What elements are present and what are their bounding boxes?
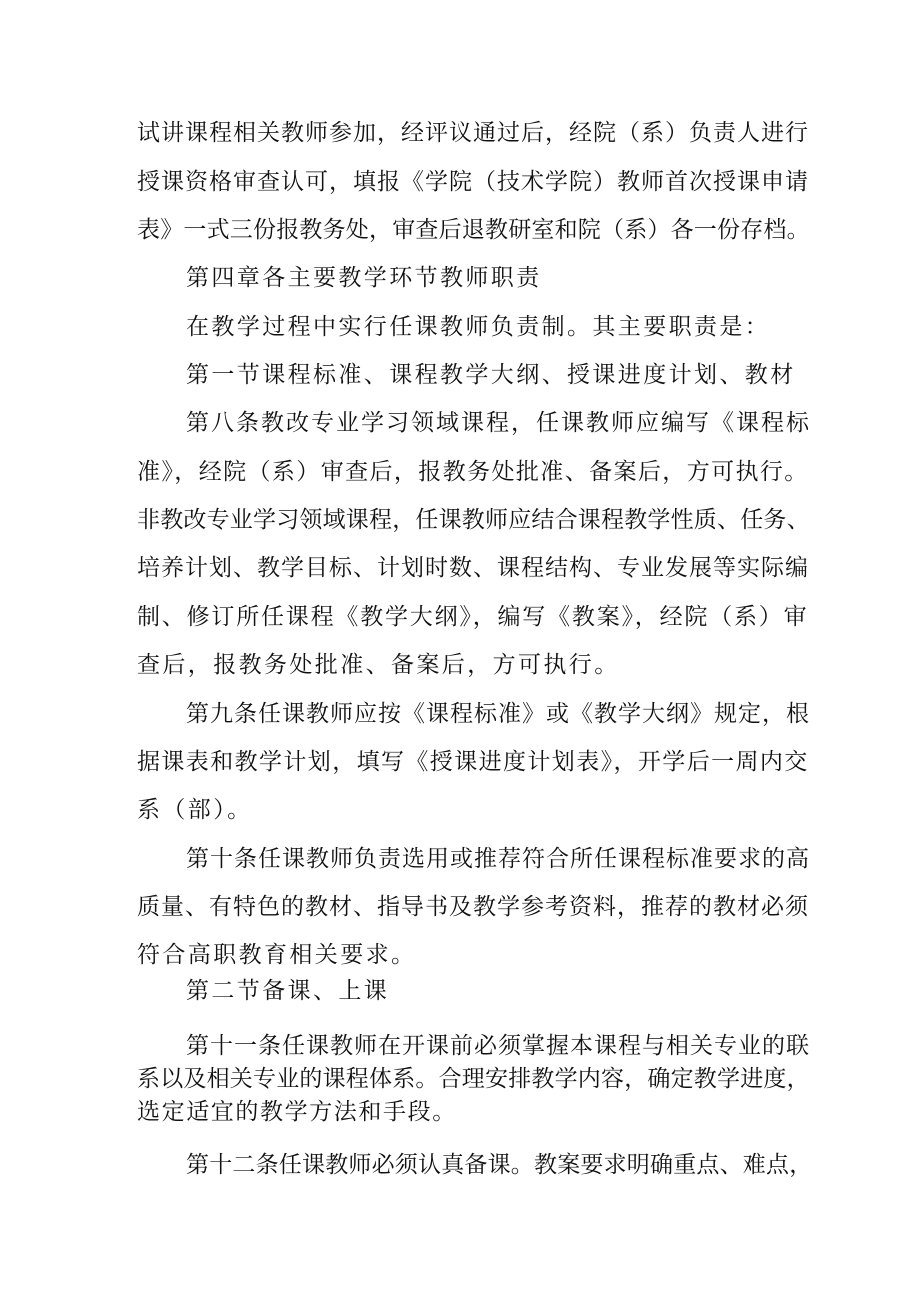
article-line: 第十一条任课教师在开课前必须掌握本课程与相关专业的联 [186,1033,810,1059]
text-line: 系（部）。 [137,797,253,823]
text-line: 表》一式三份报教务处，审查后退教研室和院（系）各一份存档。 [137,217,810,243]
text-line: 质量、有特色的教材、指导书及教学参考资料，推荐的教材必须 [137,894,809,920]
text-line: 授课资格审查认可，填报《学院（技术学院）教师首次授课申请 [137,169,809,195]
text-line: 查后，报教务处批准、备案后，方可执行。 [137,652,620,678]
text-line: 非教改专业学习领域课程，任课教师应结合课程教学性质、任务、 [137,507,810,533]
article-line: 第九条任课教师应按《课程标准》或《教学大纲》规定，根 [186,701,810,727]
text-line: 系以及相关专业的课程体系。合理安排教学内容，确定教学进度， [137,1066,810,1092]
text-line: 符合高职教育相关要求。 [137,942,417,968]
text-line: 培养计划、教学目标、计划时数、课程结构、专业发展等实际编 [137,555,809,581]
section-heading: 第二节备课、上课 [186,978,390,1004]
text-line: 准》，经院（系）审查后，报教务处批准、备案后，方可执行。 [137,459,809,485]
article-line: 第八条教改专业学习领域课程，任课教师应编写《课程标 [186,410,811,436]
chapter-heading: 第四章各主要教学环节教师职责 [186,265,542,291]
text-line: 制、修订所任课程《教学大纲》，编写《教案》，经院（系）审 [137,604,809,630]
text-line: 试讲课程相关教师参加，经评议通过后，经院（系）负责人进行 [137,120,809,146]
article-line: 第十二条任课教师必须认真备课。教案要求明确重点、难点， [186,1152,813,1178]
article-line: 第十条任课教师负责选用或推荐符合所任课程标准要求的高 [186,846,810,872]
section-heading: 第一节课程标准、课程教学大纲、授课进度计划、教材 [186,362,796,388]
text-line: 据课表和教学计划，填写《授课进度计划表》，开学后一周内交 [137,749,809,775]
text-line: 选定适宜的教学方法和手段。 [137,1099,457,1125]
paragraph-line: 在教学过程中实行任课教师负责制。其主要职责是： [186,314,771,340]
